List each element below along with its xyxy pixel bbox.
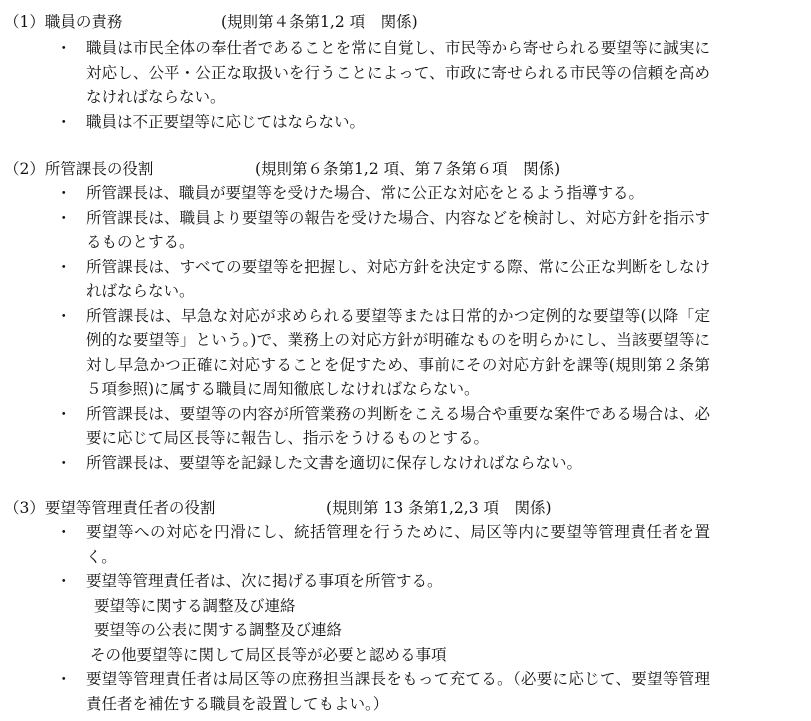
sub-item: 要望等の公表に関する調整及び連絡: [94, 621, 343, 639]
list-item-text: 所管課長は、すべての要望等を把握し、対応方針を決定する際、常に公正な判断をしなければならない。: [86, 257, 710, 300]
bullet-marker: ・: [56, 184, 72, 202]
list-item: [0, 402, 710, 451]
list-item: [0, 110, 710, 135]
bullet-marker: ・: [56, 404, 72, 423]
bullet-marker: ・: [56, 453, 72, 472]
list-item-text: 職員は市民全体の奉仕者であることを常に自覚し、市民等から寄せられる要望等に誠実に対応し、公平・公正な取扱いを行うことによって、市政に寄せられる市民等の信頼を高めなければならない。: [86, 39, 710, 106]
list-item-text: 所管課長は、職員より要望等の報告を受けた場合、内容などを検討し、対応方針を指示するものとする。: [86, 208, 710, 251]
list-item-text: 所管課長は、職員が要望等を受けた場合、常に公正な対応をとるよう指導する。: [86, 184, 645, 202]
bullet-marker: ・: [56, 306, 72, 325]
bullet-marker: ・: [56, 112, 72, 131]
bullet-marker: ・: [56, 572, 72, 590]
list-item: [0, 667, 710, 716]
list-item-text: 要望等への対応を円滑にし、統括管理を行うために、局区等内に要望等管理責任者を置く。: [86, 523, 710, 566]
bullet-list: [0, 181, 811, 475]
sub-item: 要望等に関する調整及び連絡: [94, 596, 296, 615]
bullet-list: [0, 520, 811, 716]
bullet-list: [0, 36, 811, 134]
list-item: [0, 181, 710, 206]
list-item: [0, 304, 710, 402]
bullet-marker: ・: [56, 523, 72, 541]
section-heading: （1）職員の責務: [4, 13, 123, 31]
list-item-text: 要望等管理責任者は局区等の庶務担当課長をもって充てる。（必要に応じて、要望等管理責任者を補佐する職員を設置してもよい。）: [86, 670, 710, 713]
list-item-text: 所管課長は、要望等の内容が所管業務の判断をこえる場合や重要な案件である場合は、必要に応じて局区長等に報告し、指示をうけるものとする。: [86, 404, 710, 447]
list-item-text: 職員は不正要望等に応じてはならない。: [86, 112, 366, 131]
list-item: [0, 206, 710, 255]
bullet-marker: ・: [56, 39, 72, 57]
section-heading: （2）所管課長の役割: [4, 160, 154, 178]
list-item-text: 要望等管理責任者は、次に掲げる事項を所管する。: [86, 572, 443, 590]
list-item: [0, 451, 710, 476]
section-heading: （3）要望等管理責任者の役割: [4, 499, 216, 517]
list-item: [0, 36, 710, 110]
list-item-text: 所管課長は、早急な対応が求められる要望等または日常的かつ定例的な要望等(以降「定例的な要望等」という。)で、業務上の対応方針が明確なものを明らかにし、当該要望等に対し早急かつ正確に対応することを促すため、事前にその対応方針を課等(規則第２条第５項参照)に属する職員に周知徹底しなければならない。: [86, 306, 710, 398]
list-item: [0, 255, 710, 304]
bullet-marker: ・: [56, 257, 72, 276]
bullet-marker: ・: [56, 670, 72, 688]
section-reference: (規則第６条第1,2 項、第７条第６項 関係): [255, 160, 561, 178]
list-item: [0, 569, 710, 594]
list-item-text: 所管課長は、要望等を記録した文書を適切に保存しなければならない。: [86, 453, 583, 472]
bullet-marker: ・: [56, 208, 72, 227]
section-reference: (規則第 13 条第1,2,3 項 関係): [326, 499, 552, 517]
sub-item: その他要望等に関して局区長等が必要と認める事項: [90, 645, 447, 664]
list-item: [0, 520, 710, 569]
section-reference: (規則第４条第1,2 項 関係): [221, 13, 418, 31]
